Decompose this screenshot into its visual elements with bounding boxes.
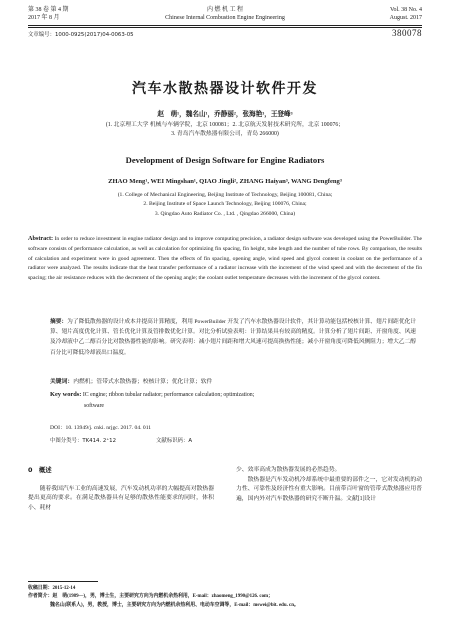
- keywords-chinese: [50, 376, 416, 385]
- affiliations-chinese: [40, 121, 410, 139]
- keywords-english: [50, 389, 416, 412]
- keywords-en-continuation: software: [84, 403, 104, 409]
- body-paragraph: 随着我国汽车工业的高速发展，汽车发动机功率的大幅提高对散热器提出更高的要求。在满足散热器具有足够的散热性能要求的同时，体积小、耗材: [28, 485, 214, 511]
- document-code: 文献标识码：A: [156, 438, 193, 444]
- article-number: 380078: [392, 28, 422, 38]
- keywords-en-text: IC engine; ribbon tubular radiator; performance calculation; optimization;: [81, 392, 255, 398]
- abstract-cn-label: 摘要：: [50, 319, 68, 325]
- abstract-en-text: In order to reduce investment in engine radiator design and to improve computing precision, a radiator design software was developed using the PowerBuilder. The software consists of performance calculation, as well as calculation for optimizing fin spacing, fin height, tube length and the number of tube rows. By comparison, the results of calculation and experiment were in good agreement. Then the effects of fin spacing, opening angle, wind speed and glycol content in coolant on the performance of a radiator were analyzed. The results indicate that the heat transfer performance of a radiator increase with the increment of the wind speed and with the decrement of the fin spacing; the air resistance reduces with the decrement of the opening angle; the coolant outlet temperature decreases with the increment of the glycol content.: [28, 236, 422, 282]
- keywords-cn-label: 关键词：: [50, 379, 74, 385]
- footnotes: [28, 585, 422, 610]
- keywords-cn-text: 内燃机；管带式水散热器；校核计算；优化计算；软件: [73, 379, 213, 385]
- footnote-corresponding: 魏名山(联系人)，男，教授，博士，主要研究方向为内燃机余热利用、电动车空调等，E-mail：mswei@bit. edu. cn。: [50, 602, 299, 608]
- header-divider: [28, 25, 422, 28]
- footnote-divider: [28, 581, 98, 582]
- body-column-right: [236, 466, 422, 504]
- affiliations-english: [34, 191, 416, 219]
- affiliation-en-line: (1. College of Mechanical Engineering, Beijing Institute of Technology, Beijing 100081, China;: [117, 192, 333, 198]
- clc-number: 中图分类号：TK414. 2⁺12: [50, 438, 117, 444]
- body-column-left: [28, 462, 214, 513]
- article-id: 文章编号：1000-0925(2017)04-0063-05: [28, 32, 134, 38]
- header-journal-en: Chinese Internal Combustion Engine Engineering: [165, 15, 285, 21]
- keywords-en-label: Key words:: [50, 391, 82, 398]
- abstract-english: [28, 234, 422, 284]
- affiliation-en-line: 2. Beijing Institute of Space Launch Technology, Beijing 100076, China;: [143, 201, 307, 208]
- header-journal-cn: 内 燃 机 工 程: [206, 7, 243, 13]
- header-journal: [28, 6, 422, 22]
- body-paragraph-continued: 少、效率高成为散热器发展的必然趋势。: [236, 467, 341, 473]
- abstract-cn-text: 为了降低散热器的设计成本并提高计算精度，利用 PowerBuilder 开发了汽车水散热器设计软件，其计算功能包括校核计算、翅片间距优化计算、翅片高度优化计算、管长优化计算及管排数优化计算。对比分析试验表明：计算结果具有较高的精度。计算分析了翅片间距、开窗角度、风速及冷却液中乙二醇百分比对散热器性能的影响。研究表明：减小翅片间距和增大风速可提高换热性能；减小开窗角度可降低风侧阻力；增大乙二醇百分比可降低冷却液出口温度。: [50, 319, 417, 356]
- article-id-row: [28, 30, 422, 40]
- header-date-cn: 2017 年 8 月: [28, 15, 60, 21]
- header-volume-en: [390, 6, 422, 22]
- doi: DOI：10. 13949/j. cnki. nrjgc. 2017. 04. 011: [50, 425, 152, 431]
- header-volume-issue: 第 38 卷 第 4 期: [28, 7, 69, 13]
- authors-chinese: 赵 萌¹，魏名山¹，乔静丽²，张海艳³，王登峰³: [157, 111, 293, 118]
- title-chinese: 汽车水散热器设计软件开发: [132, 81, 318, 97]
- header-vol-no: Vol. 38 No. 4: [389, 7, 422, 13]
- affiliation-cn-line: (1. 北京理工大学 机械与车辆学院，北京 100081；2. 北京航天发射技术研究所，北京 100076；: [105, 122, 345, 128]
- affiliation-cn-line: 3. 青岛汽车散热器有限公司，青岛 266000): [171, 131, 279, 137]
- section-heading: 0 概述: [28, 466, 52, 474]
- footnote-received: 收稿日期：2015-12-14: [28, 586, 76, 591]
- body-paragraph: 散热器是汽车发动机冷却系统中最重要的部件之一，它对发动机的动力性、可靠性及经济性有重大影响。目前带百叶窗的管带式散热器应用普遍，国内外对汽车散热器的研究不断升温。文献[1]设计: [236, 476, 422, 502]
- authors-english: ZHAO Meng¹, WEI Mingshan¹, QIAO Jingli², ZHANG Haiyan³, WANG Dengfeng³: [108, 178, 342, 185]
- header-date-en: August. 2017: [389, 15, 422, 21]
- footnote-author: 作者简介：赵 萌(1989—)，男，博士生，主要研究方向为内燃机余热利用，E-mail：zhaomeng_1990@126. com；: [28, 594, 273, 600]
- title-english: Development of Design Software for Engine Radiators: [125, 155, 325, 165]
- classification-row: [50, 436, 416, 444]
- abstract-chinese: [50, 317, 416, 358]
- affiliation-en-line: 3. Qingdao Auto Radiator Co. , Ltd. , Qingdao 266000, China): [154, 210, 296, 217]
- abstract-en-label: Abstract:: [28, 235, 54, 242]
